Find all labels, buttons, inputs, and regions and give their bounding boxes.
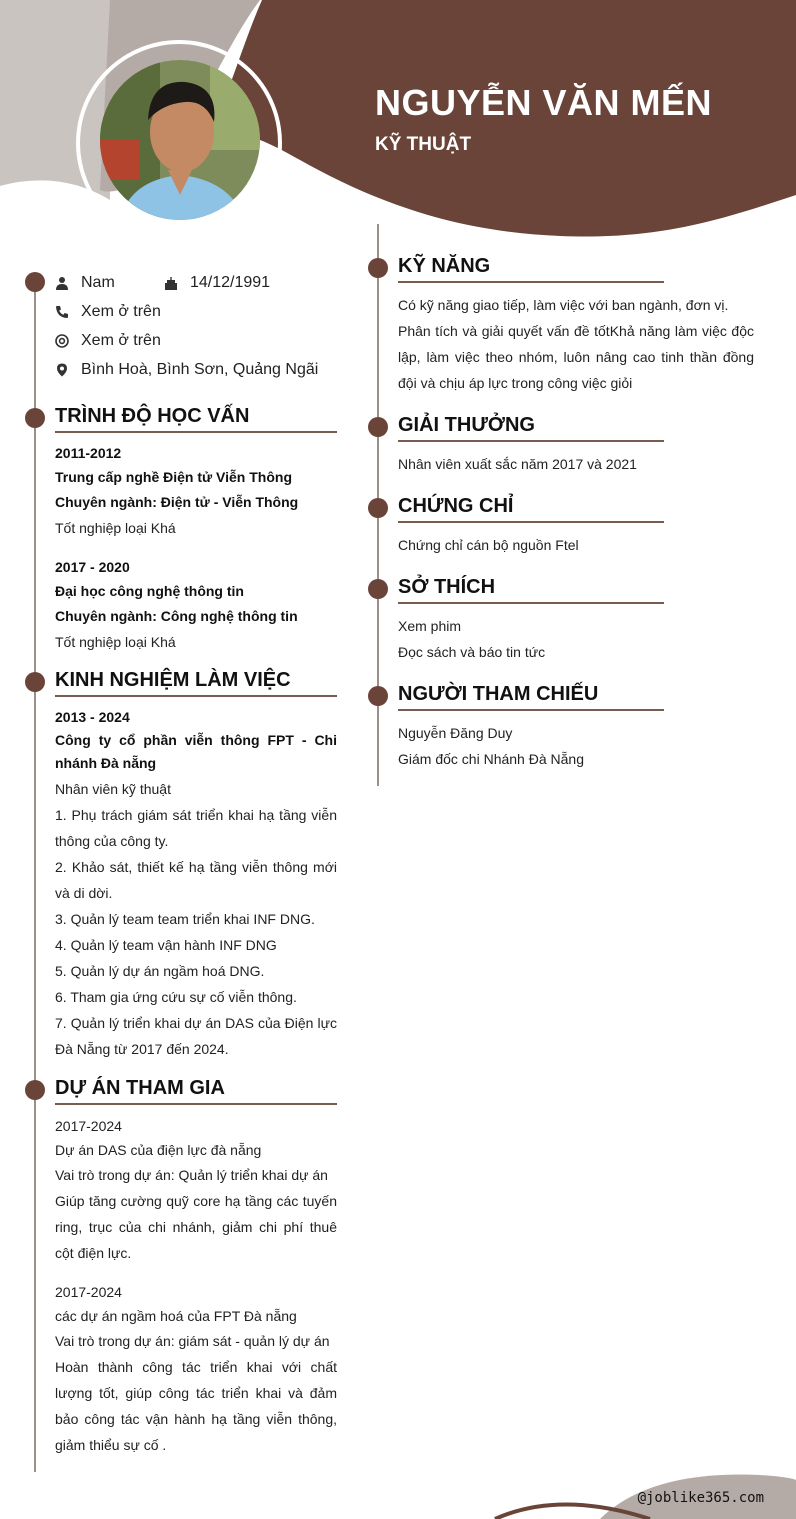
references-section xyxy=(398,683,664,711)
phone-row xyxy=(55,303,161,321)
experience-list xyxy=(55,705,337,1062)
timeline-dot xyxy=(368,686,388,706)
reference-line: Nguyễn Đăng Duy xyxy=(398,725,513,741)
watermark: @joblike365.com xyxy=(637,1490,764,1506)
email-row xyxy=(55,332,161,350)
skill-line: Phân tích và giải quyết vấn đề tốtKhả năng làm việc độc lập, làm việc theo nhóm, luôn nâng cao tinh thần đồng đội và chịu áp lực trong công việc giỏi xyxy=(398,323,754,391)
email-value: Xem ở trên xyxy=(81,332,161,349)
location-pin-icon xyxy=(55,363,69,377)
education-result: Tốt nghiệp loại Khá xyxy=(55,634,176,650)
projects-list xyxy=(55,1114,337,1472)
awards-section xyxy=(398,414,664,442)
experience-task: 7. Quản lý triển khai dự án DAS của Điện lực Đà Nẵng từ 2017 đến 2024. xyxy=(55,1015,337,1057)
timeline-dot xyxy=(25,408,45,428)
project-desc: Giúp tăng cường quỹ core hạ tầng các tuyến ring, trục của chi nhánh, giảm chi phí thuê cột điện lực. xyxy=(55,1193,337,1261)
experience-section xyxy=(55,669,337,697)
certificates-content xyxy=(398,532,754,558)
timeline-dot xyxy=(25,672,45,692)
job-title: KỸ THUẬT xyxy=(375,134,472,155)
project-period: 2017-2024 xyxy=(55,1284,122,1300)
hobby-line: Đọc sách và báo tin tức xyxy=(398,644,546,660)
project-item xyxy=(55,1280,337,1458)
certificates-section xyxy=(398,495,664,523)
cake-icon xyxy=(164,276,178,290)
certificate-line: Chứng chỉ cán bộ nguồn Ftel xyxy=(398,537,579,553)
at-icon xyxy=(55,334,69,348)
address-value: Bình Hoà, Bình Sơn, Quảng Ngãi xyxy=(81,361,319,378)
education-result: Tốt nghiệp loại Khá xyxy=(55,520,176,536)
awards-title: GIẢI THƯỞNG xyxy=(398,414,664,442)
awards-content xyxy=(398,451,754,477)
project-role: Vai trò trong dự án: giám sát - quản lý dự án xyxy=(55,1333,330,1349)
project-name: Dự án DAS của điện lực đà nẵng xyxy=(55,1142,262,1158)
hobby-line: Xem phim xyxy=(398,618,462,634)
experience-task: 4. Quản lý team vận hành INF DNG xyxy=(55,937,277,953)
education-section xyxy=(55,405,337,433)
timeline-dot xyxy=(25,1080,45,1100)
reference-line: Giám đốc chi Nhánh Đà Nẵng xyxy=(398,751,584,767)
address-row xyxy=(55,361,318,379)
experience-period: 2013 - 2024 xyxy=(55,709,130,725)
education-list xyxy=(55,441,337,669)
experience-task: 1. Phụ trách giám sát triển khai hạ tầng viễn thông của công ty. xyxy=(55,807,337,849)
experience-position: Nhân viên kỹ thuật xyxy=(55,781,171,797)
education-period: 2017 - 2020 xyxy=(55,559,130,575)
projects-section xyxy=(55,1077,337,1105)
avatar xyxy=(100,60,260,220)
education-major: Chuyên ngành: Điện tử - Viễn Thông xyxy=(55,494,299,510)
education-item xyxy=(55,441,337,541)
education-major: Chuyên ngành: Công nghệ thông tin xyxy=(55,608,298,624)
experience-task: 2. Khảo sát, thiết kế hạ tầng viễn thông mới và di dời. xyxy=(55,859,337,901)
timeline-dot xyxy=(368,579,388,599)
candidate-name: NGUYỄN VĂN MẾN xyxy=(375,82,713,123)
skill-line: Có kỹ năng giao tiếp, làm việc với ban ngành, đơn vị. xyxy=(398,297,729,313)
education-school: Đại học công nghệ thông tin xyxy=(55,583,244,599)
experience-task: 6. Tham gia ứng cứu sự cố viễn thông. xyxy=(55,989,297,1005)
projects-title: DỰ ÁN THAM GIA xyxy=(55,1077,337,1105)
user-icon xyxy=(55,276,69,290)
references-content xyxy=(398,720,754,772)
timeline-dot xyxy=(368,417,388,437)
project-item xyxy=(55,1114,337,1266)
education-item xyxy=(55,555,337,655)
skills-content xyxy=(398,292,754,396)
timeline-dot xyxy=(25,272,45,292)
timeline-dot xyxy=(368,498,388,518)
experience-task: 3. Quản lý team team triển khai INF DNG. xyxy=(55,911,315,927)
experience-company: Công ty cổ phần viễn thông FPT - Chi nhánh Đà nẵng xyxy=(55,732,337,771)
hobbies-section xyxy=(398,576,664,604)
award-line: Nhân viên xuất sắc năm 2017 và 2021 xyxy=(398,456,637,472)
project-name: các dự án ngầm hoá của FPT Đà nẵng xyxy=(55,1308,297,1324)
left-timeline xyxy=(34,282,36,1472)
skills-section xyxy=(398,255,664,283)
experience-task: 5. Quản lý dự án ngầm hoá DNG. xyxy=(55,963,265,979)
birthday-value: 14/12/1991 xyxy=(190,274,271,291)
certificates-title: CHỨNG CHỈ xyxy=(398,495,664,523)
hobbies-content xyxy=(398,613,754,665)
project-role: Vai trò trong dự án: Quản lý triển khai dự án xyxy=(55,1167,328,1183)
project-period: 2017-2024 xyxy=(55,1118,122,1134)
hobbies-title: SỞ THÍCH xyxy=(398,576,664,604)
gender-row xyxy=(55,274,115,292)
phone-value: Xem ở trên xyxy=(81,303,161,320)
birthday-row xyxy=(164,274,270,292)
experience-title: KINH NGHIỆM LÀM VIỆC xyxy=(55,669,337,697)
references-title: NGƯỜI THAM CHIẾU xyxy=(398,683,664,711)
phone-icon xyxy=(55,305,69,319)
gender-value: Nam xyxy=(81,274,115,291)
education-title: TRÌNH ĐỘ HỌC VẤN xyxy=(55,405,337,433)
skills-title: KỸ NĂNG xyxy=(398,255,664,283)
project-desc: Hoàn thành công tác triển khai với chất lượng tốt, giúp công tác triển khai và đảm bảo công tác vận hành hạ tầng viễn thông, giảm thiểu sự cố . xyxy=(55,1359,337,1453)
education-period: 2011-2012 xyxy=(55,445,122,461)
timeline-dot xyxy=(368,258,388,278)
education-school: Trung cấp nghề Điện tử Viễn Thông xyxy=(55,469,292,485)
